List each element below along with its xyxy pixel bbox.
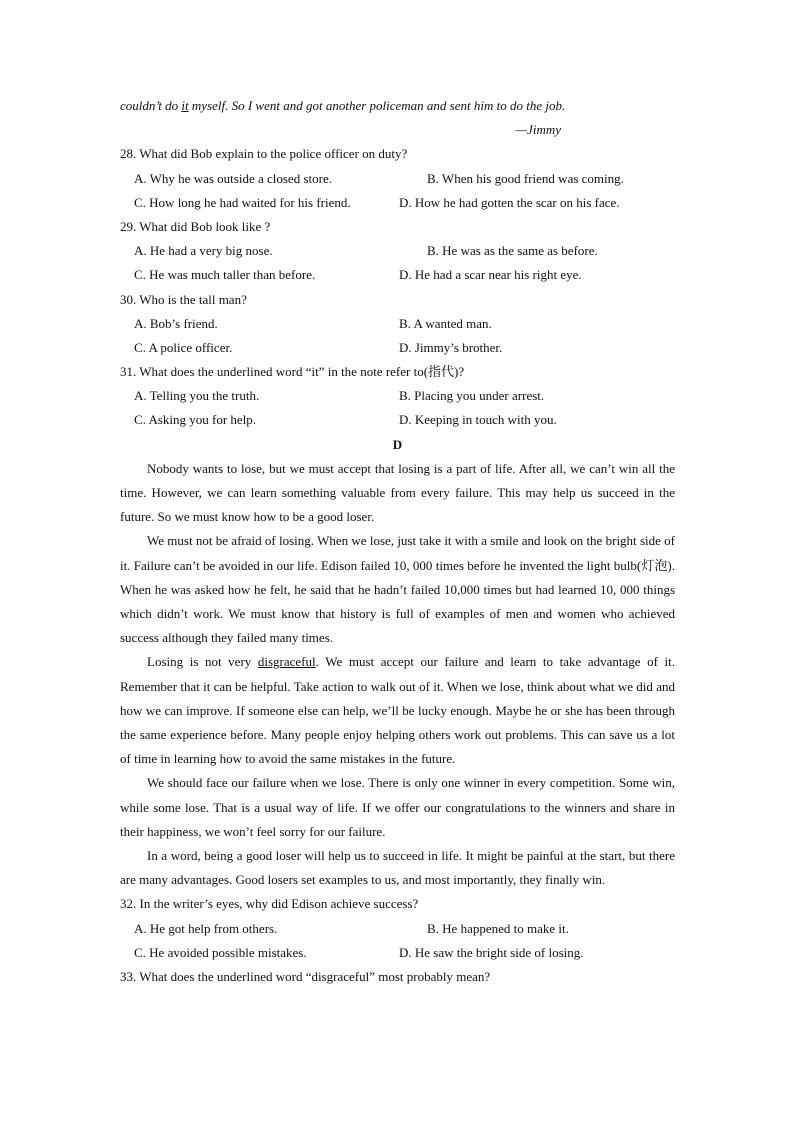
q30-option-b: B. A wanted man. [399,315,492,331]
question-30-options-row-2 [120,336,675,360]
passage-paragraph-3: Losing is not very disgraceful. We must accept our failure and learn to take advantage of it. Remember that it can be helpful. Take action to walk out of it. When we lose, think about what we did and how we can improve. If someone else can help, we’ll be lucky enough. Maybe he or she has been through the same experience before. Many people enjoy helping others work out problems. This can save us a lot of time in learning how to avoid the same mistakes in the future. [120,654,676,767]
question-30-options-row-1 [120,312,675,336]
q32-option-d: D. He saw the bright side of losing. [399,944,584,960]
underlined-it: it [181,98,189,113]
question-31-options-row-2 [120,408,675,432]
section-d-heading: D [392,436,403,452]
q31-option-a: A. Telling you the truth. [134,388,260,404]
question-29-options-row-2 [120,263,675,287]
letter-signature: —Jimmy [515,122,561,138]
document-page [120,94,675,989]
question-29-stem: 29. What did Bob look like ? [120,218,271,234]
q28-option-d: D. How he had gotten the scar on his face. [399,194,620,210]
q28-option-c: C. How long he had waited for his friend. [134,194,351,210]
question-32-options-row-1 [120,917,675,941]
q32-option-a: A. He got help from others. [134,920,278,936]
passage-paragraph-2: We must not be afraid of losing. When we lose, just take it with a smile and look on the bright side of it. Failure can’t be avoided in our life. Edison failed 10, 000 times before he invented the light bulb(灯泡). When he was asked how he felt, he said that he hadn’t failed 10,000 times but had learned 10, 000 things which didn’t work. We must know that history is full of examples of men and women who achieved success although they failed many times. [120,533,675,646]
q29-option-a: A. He had a very big nose. [134,243,273,259]
q28-option-a: A. Why he was outside a closed store. [134,170,332,186]
underlined-disgraceful: disgraceful [257,654,316,670]
question-30-stem: 30. Who is the tall man? [120,291,247,307]
q31-option-c: C. Asking you for help. [134,412,257,428]
q30-option-c: C. A police officer. [134,339,233,355]
question-28-options-row-2 [120,191,675,215]
section-d-passage [120,457,675,893]
question-28-options-row-1 [120,167,675,191]
question-29-options-row-1 [120,239,675,263]
question-32-stem: 32. In the writer’s eyes, why did Edison achieve success? [120,896,419,912]
question-31-options-row-1 [120,384,675,408]
q32-option-b: B. He happened to make it. [427,920,569,936]
q31-option-b: B. Placing you under arrest. [399,388,545,404]
q28-option-b: B. When his good friend was coming. [427,170,624,186]
q29-option-b: B. He was as the same as before. [427,243,598,259]
q30-option-d: D. Jimmy’s brother. [399,339,503,355]
passage-paragraph-4: We should face our failure when we lose. There is only one winner in every competition. Some win, while some lose. That is a usual way of life. If we offer our congratulations to the winners and share in their happiness, we won’t feel sorry for our failure. [120,775,675,839]
q30-option-a: A. Bob’s friend. [134,315,218,331]
letter-closing-line: couldn’t do it myself. So I went and got another policeman and sent him to do the job. [120,98,566,113]
q29-option-c: C. He was much taller than before. [134,267,316,283]
q31-option-d: D. Keeping in touch with you. [399,412,557,428]
question-33-stem: 33. What does the underlined word “disgraceful” most probably mean? [120,969,491,985]
q32-option-c: C. He avoided possible mistakes. [134,944,307,960]
question-31-stem: 31. What does the underlined word “it” in the note refer to(指代)? [120,364,465,380]
question-28-stem: 28. What did Bob explain to the police officer on duty? [120,146,408,162]
q29-option-d: D. He had a scar near his right eye. [399,267,582,283]
passage-paragraph-5: In a word, being a good loser will help us to succeed in life. It might be painful at the start, but there are many advantages. Good losers set examples to us, and most importantly, they finally win. [120,848,675,888]
passage-paragraph-1: Nobody wants to lose, but we must accept that losing is a part of life. After all, we can’t win all the time. However, we can learn something valuable from every failure. This may help us succeed in the future. So we must know how to be a good loser. [120,460,675,525]
question-32-options-row-2 [120,941,675,965]
